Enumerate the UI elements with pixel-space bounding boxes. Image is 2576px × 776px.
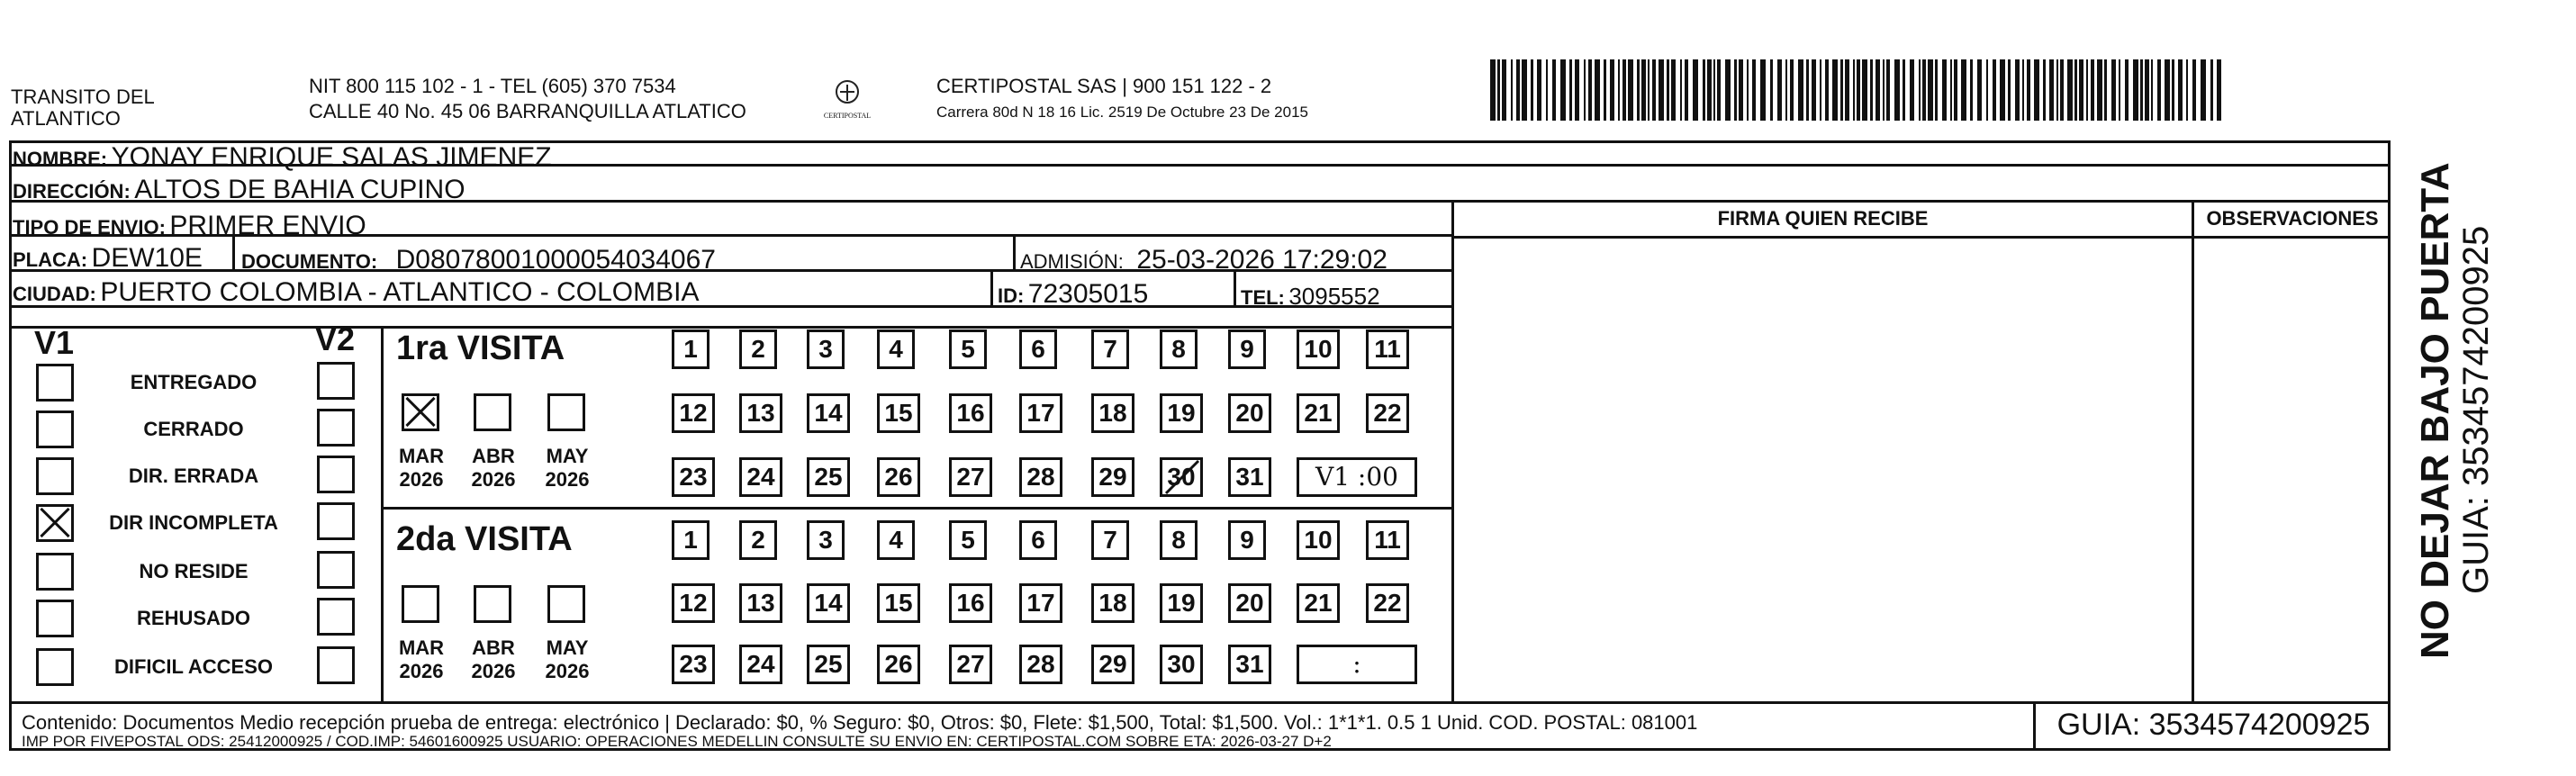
visit2-day-10[interactable]: 10	[1297, 520, 1340, 560]
barcode-bar	[2140, 59, 2143, 121]
barcode-bar	[2091, 59, 2094, 121]
v1-checkbox-1[interactable]	[36, 364, 74, 402]
firma-header: FIRMA QUIEN RECIBE	[1717, 207, 1929, 230]
visit1-day-29[interactable]: 29	[1091, 457, 1134, 497]
tipo-envio-value: PRIMER ENVIO	[169, 211, 366, 240]
visit2-month-checkbox-may[interactable]	[547, 585, 585, 623]
v1-checkbox-6[interactable]	[36, 600, 74, 637]
address-line: CALLE 40 No. 45 06 BARRANQUILLA ATLATICO	[309, 100, 746, 122]
visit2-day-3[interactable]: 3	[807, 520, 845, 560]
barcode-bar	[2056, 59, 2058, 121]
visit1-day-8[interactable]: 8	[1160, 329, 1198, 369]
admision-label: ADMISIÓN:	[1020, 250, 1124, 273]
status-label: ENTREGADO	[130, 371, 258, 393]
barcode-bar	[2043, 59, 2046, 121]
barcode-bar	[2104, 59, 2107, 121]
barcode-bar	[1857, 59, 1860, 121]
visit1-title: 1ra VISITA	[396, 329, 565, 367]
barcode-bar	[1652, 59, 1656, 121]
signature-area[interactable]	[1454, 239, 2192, 701]
barcode-bar	[1641, 59, 1646, 121]
barcode-bar	[1954, 59, 1957, 121]
barcode-bar	[1584, 59, 1586, 121]
barcode-bar	[1546, 59, 1548, 121]
divider	[1013, 236, 1016, 271]
visit2-day-16[interactable]: 16	[949, 583, 992, 623]
visit2-title: 2da VISITA	[396, 520, 573, 558]
barcode-bar	[1637, 59, 1640, 121]
month-name: MAY	[546, 636, 589, 659]
visit1-day-17[interactable]: 17	[1019, 393, 1062, 433]
certipostal-logo	[815, 76, 880, 130]
divider	[1234, 271, 1236, 307]
barcode-bar	[1595, 59, 1600, 121]
barcode-bar	[2178, 59, 2183, 121]
barcode-bar	[1685, 59, 1688, 121]
status-label: DIR INCOMPLETA	[109, 511, 278, 534]
visit2-day-2[interactable]: 2	[739, 520, 777, 560]
barcode-bar	[1560, 59, 1566, 121]
day-mark-icon	[1162, 457, 1202, 497]
v2-checkbox-4[interactable]	[317, 502, 355, 540]
logo-text: CERTIPOSTAL	[823, 112, 872, 120]
month-name: MAR	[398, 445, 445, 467]
barcode-bar	[2079, 59, 2083, 121]
visit2-day-26[interactable]: 26	[877, 645, 920, 684]
barcode-bar	[1516, 59, 1520, 121]
month-name: ABR	[472, 445, 515, 467]
barcode-bar	[1770, 59, 1773, 121]
v1-checkbox-5[interactable]	[36, 553, 74, 591]
admision-value: 25-03-2026 17:29:02	[1136, 245, 1387, 275]
barcode-bar	[1713, 59, 1715, 121]
courier-info	[936, 76, 1308, 122]
barcode-bar	[1986, 59, 1988, 121]
visit1-day-11[interactable]: 11	[1366, 329, 1409, 369]
visit2-day-13[interactable]: 13	[739, 583, 782, 623]
month-year: 2026	[471, 468, 516, 491]
barcode-bar	[1671, 59, 1676, 121]
license-line: Carrera 80d N 18 16 Lic. 2519 De Octubre 23 De 2015	[936, 104, 1308, 121]
barcode-bar	[1919, 59, 1921, 121]
v2-checkbox-7[interactable]	[317, 646, 355, 684]
documento-value: D08078001000054034067	[395, 245, 716, 275]
visit1-day-30[interactable]: 30	[1160, 457, 1203, 497]
tipo-envio-row	[13, 211, 366, 241]
v2-checkbox-5[interactable]	[317, 551, 355, 589]
visit2-day-22[interactable]: 22	[1366, 583, 1409, 623]
barcode-bar	[1886, 59, 1890, 121]
barcode-bar	[1760, 59, 1766, 121]
barcode-bar	[1734, 59, 1737, 121]
visit1-day-9[interactable]: 9	[1228, 329, 1266, 369]
visit2-day-25[interactable]: 25	[807, 645, 850, 684]
v1-checkbox-7[interactable]	[36, 648, 74, 686]
visit1-day-5[interactable]: 5	[949, 329, 987, 369]
barcode-bar	[2067, 59, 2073, 121]
barcode-bar	[1806, 59, 1809, 121]
barcode-bar	[1511, 59, 1513, 121]
barcode-bar	[1747, 59, 1749, 121]
v2-checkbox-3[interactable]	[317, 456, 355, 493]
visit1-month-label	[540, 445, 594, 492]
status-label: REHUSADO	[137, 607, 250, 629]
barcode-bar	[1628, 59, 1633, 121]
barcode-bar	[1531, 59, 1533, 121]
barcode-bar	[2192, 59, 2196, 121]
direccion-row	[13, 175, 465, 205]
visit2-day-4[interactable]: 4	[877, 520, 915, 560]
ciudad-row	[13, 277, 699, 308]
barcode-bar	[1659, 59, 1664, 121]
barcode-bar	[1935, 59, 1938, 121]
status-label: CERRADO	[143, 418, 244, 440]
barcode-bar	[1840, 59, 1843, 121]
visit2-day-9[interactable]: 9	[1228, 520, 1266, 560]
barcode-bar	[1785, 59, 1787, 121]
visit1-month-checkbox-abr[interactable]	[474, 393, 511, 431]
barcode-bar	[1707, 59, 1712, 121]
visit1-day-28[interactable]: 28	[1019, 457, 1062, 497]
v2-checkbox-1[interactable]	[317, 362, 355, 400]
v1-checkbox-4[interactable]	[36, 504, 74, 542]
v1-checkbox-3[interactable]	[36, 457, 74, 495]
visit2-day-29[interactable]: 29	[1091, 645, 1134, 684]
visit2-day-15[interactable]: 15	[877, 583, 920, 623]
barcode-bar	[1703, 59, 1705, 121]
month-year: 2026	[545, 468, 590, 491]
barcode-bar	[1820, 59, 1821, 121]
barcode-bar	[1552, 59, 1556, 121]
org-contact	[309, 76, 746, 122]
barcode-bar	[1739, 59, 1743, 121]
visit2-day-5[interactable]: 5	[949, 520, 987, 560]
visit2-day-23[interactable]: 23	[672, 645, 715, 684]
tel-value: 3095552	[1288, 283, 1380, 310]
divider	[990, 271, 993, 307]
month-year: 2026	[471, 660, 516, 682]
barcode-bar	[1497, 59, 1500, 121]
visit2-month-checkbox-mar[interactable]	[402, 585, 439, 623]
admision-cell	[1020, 245, 1387, 275]
barcode-bar	[1876, 59, 1880, 121]
visit2-day-28[interactable]: 28	[1019, 645, 1062, 684]
nombre-label: NOMBRE:	[13, 148, 108, 170]
barcode-bar	[1961, 59, 1966, 121]
side-guia: GUIA: 3534574200925	[2456, 225, 2496, 594]
barcode-bar	[1680, 59, 1682, 121]
visit1-day-18[interactable]: 18	[1091, 393, 1134, 433]
observaciones-header: OBSERVACIONES	[2206, 207, 2379, 230]
v2-checkbox-6[interactable]	[317, 598, 355, 636]
visit1-month-label	[394, 445, 448, 492]
barcode-bar	[1622, 59, 1626, 121]
barcode-bar	[1502, 59, 1506, 121]
barcode-bar	[1604, 59, 1606, 121]
barcode-bar	[2119, 59, 2120, 121]
barcode-bar	[1588, 59, 1592, 121]
divider	[9, 326, 1453, 329]
barcode-bar	[1845, 59, 1849, 121]
barcode-bar	[1970, 59, 1973, 121]
barcode-bar	[2210, 59, 2213, 121]
ciudad-label: CIUDAD:	[13, 283, 96, 305]
month-name: ABR	[472, 636, 515, 659]
visit1-time-box[interactable]: V1 :00	[1297, 457, 1417, 497]
barcode-bar	[2111, 59, 2116, 121]
month-year: 2026	[545, 660, 590, 682]
barcode-bar	[1610, 59, 1614, 121]
org-name	[11, 86, 155, 130]
barcode-bar	[2165, 59, 2170, 121]
visit1-day-16[interactable]: 16	[949, 393, 992, 433]
barcode-bar	[1618, 59, 1620, 121]
barcode-bar	[1862, 59, 1867, 121]
visit2-day-1[interactable]: 1	[672, 520, 710, 560]
id-value: 72305015	[1027, 279, 1149, 309]
visit1-day-23[interactable]: 23	[672, 457, 715, 497]
visit1-day-2[interactable]: 2	[739, 329, 777, 369]
visit1-day-31[interactable]: 31	[1228, 457, 1271, 497]
barcode-bar	[2049, 59, 2054, 121]
visit1-day-7[interactable]: 7	[1091, 329, 1129, 369]
barcode-bar	[1950, 59, 1952, 121]
status-label: DIFICIL ACCESO	[113, 655, 273, 678]
direccion-value: ALTOS DE BAHIA CUPINO	[134, 175, 465, 204]
barcode-bar	[1993, 59, 1996, 121]
barcode-bar	[1922, 59, 1926, 121]
barcode-bar	[1812, 59, 1816, 121]
visit1-day-27[interactable]: 27	[949, 457, 992, 497]
no-dejar-warning: NO DEJAR BAJO PUERTA	[2413, 162, 2457, 659]
visit2-time-box[interactable]: :	[1297, 645, 1417, 684]
tel-label: TEL:	[1241, 286, 1285, 309]
barcode-bar	[2027, 59, 2030, 121]
visit1-day-21[interactable]: 21	[1297, 393, 1340, 433]
observations-area[interactable]	[2194, 239, 2391, 701]
divider	[381, 326, 384, 702]
barcode-bar	[1883, 59, 1885, 121]
id-cell	[998, 279, 1148, 310]
direccion-label: DIRECCIÓN:	[13, 180, 131, 203]
barcode-bar	[2125, 59, 2129, 121]
barcode-bar	[2172, 59, 2174, 121]
ciudad-value: PUERTO COLOMBIA - ATLANTICO - COLOMBIA	[100, 277, 700, 307]
visit2-day-19[interactable]: 19	[1160, 583, 1203, 623]
barcode-bar	[2086, 59, 2088, 121]
visit2-day-7[interactable]: 7	[1091, 520, 1129, 560]
footer-guia: GUIA: 3534574200925	[2056, 708, 2371, 742]
visit1-day-19[interactable]: 19	[1160, 393, 1203, 433]
barcode-bar	[1977, 59, 1982, 121]
barcode-bar	[2145, 59, 2149, 121]
courier-line: CERTIPOSTAL SAS | 900 151 122 - 2	[936, 75, 1272, 97]
barcode-bar	[2000, 59, 2005, 121]
barcode-bar	[1790, 59, 1794, 121]
documento-cell	[241, 245, 716, 275]
barcode-bar	[1693, 59, 1698, 121]
barcode-bar	[1928, 59, 1933, 121]
barcode-bar	[1648, 59, 1650, 121]
month-name: MAY	[546, 445, 589, 467]
visit2-day-24[interactable]: 24	[739, 645, 782, 684]
visit2-day-11[interactable]: 11	[1366, 520, 1409, 560]
placa-row	[13, 243, 203, 274]
barcode-bar	[2217, 59, 2221, 121]
visit1-day-10[interactable]: 10	[1297, 329, 1340, 369]
visit1-day-26[interactable]: 26	[877, 457, 920, 497]
month-name: MAR	[398, 636, 445, 659]
barcode-bar	[2186, 59, 2188, 121]
barcode-bar	[1903, 59, 1905, 121]
barcode-bar	[1894, 59, 1900, 121]
documento-label: DOCUMENTO:	[241, 250, 378, 273]
visit1-day-15[interactable]: 15	[877, 393, 920, 433]
visit1-month-label	[466, 445, 520, 492]
visit1-day-20[interactable]: 20	[1228, 393, 1271, 433]
org-line1: TRANSITO DEL	[11, 86, 155, 108]
barcode-bar	[1569, 59, 1572, 121]
barcode-bar	[1853, 59, 1855, 121]
barcode-bar	[2034, 59, 2039, 121]
status-label: NO RESIDE	[139, 560, 249, 582]
visit1-day-3[interactable]: 3	[807, 329, 845, 369]
barcode-bar	[2133, 59, 2138, 121]
visit2-month-label	[540, 636, 594, 683]
barcode-bar	[1575, 59, 1579, 121]
barcode-bar	[1870, 59, 1873, 121]
barcode-bar	[1777, 59, 1782, 121]
v1-checkbox-2[interactable]	[36, 411, 74, 448]
visit1-month-checkbox-may[interactable]	[547, 393, 585, 431]
barcode-bar	[1522, 59, 1527, 121]
visit2-day-21[interactable]: 21	[1297, 583, 1340, 623]
nombre-row	[13, 142, 552, 173]
visit1-day-13[interactable]: 13	[739, 393, 782, 433]
nit-line: NIT 800 115 102 - 1 - TEL (605) 370 7534	[309, 75, 676, 97]
placa-value: DEW10E	[91, 243, 203, 273]
barcode-bar	[2201, 59, 2206, 121]
tipo-envio-label: TIPO DE ENVIO:	[13, 216, 166, 239]
visit1-day-22[interactable]: 22	[1366, 393, 1409, 433]
month-year: 2026	[399, 468, 444, 491]
barcode-bar	[2022, 59, 2024, 121]
org-line2: ATLANTICO	[11, 107, 121, 130]
barcode-bar	[1798, 59, 1803, 121]
barcode-bar	[1725, 59, 1731, 121]
visit1-day-12[interactable]: 12	[672, 393, 715, 433]
divider	[2033, 701, 2036, 751]
barcode-bar	[1752, 59, 1756, 121]
barcode-bar	[2008, 59, 2011, 121]
visit2-month-label	[466, 636, 520, 683]
visit1-day-6[interactable]: 6	[1019, 329, 1057, 369]
barcode-bar	[2157, 59, 2161, 121]
status-label: DIR. ERRADA	[128, 465, 259, 487]
tel-cell	[1241, 283, 1380, 311]
visit2-month-label	[394, 636, 448, 683]
barcode-bar	[1667, 59, 1669, 121]
visit1-day-14[interactable]: 14	[807, 393, 850, 433]
visit1-day-4[interactable]: 4	[877, 329, 915, 369]
visit2-day-12[interactable]: 12	[672, 583, 715, 623]
visit2-day-30[interactable]: 30	[1160, 645, 1203, 684]
visit2-day-17[interactable]: 17	[1019, 583, 1062, 623]
placa-label: PLACA:	[13, 248, 88, 271]
barcode-bar	[2151, 59, 2153, 121]
visit2-day-31[interactable]: 31	[1228, 645, 1271, 684]
visit2-day-14[interactable]: 14	[807, 583, 850, 623]
barcode-bar	[1825, 59, 1829, 121]
visit1-month-checkbox-mar[interactable]	[402, 393, 439, 431]
barcode-bar	[2060, 59, 2064, 121]
barcode-bar	[2097, 59, 2102, 121]
barcode-bar	[1942, 59, 1947, 121]
v1-label: V1	[34, 324, 75, 361]
barcode-bar	[2074, 59, 2077, 121]
barcode-bar	[1717, 59, 1721, 121]
visit2-day-20[interactable]: 20	[1228, 583, 1271, 623]
nombre-value: YONAY ENRIQUE SALAS JIMENEZ	[111, 142, 552, 172]
visit2-day-8[interactable]: 8	[1160, 520, 1198, 560]
visit2-day-6[interactable]: 6	[1019, 520, 1057, 560]
contenido-text: Contenido: Documentos Medio recepción prueba de entrega: electrónico | Declarado: $0, % Seguro: $0, Otros: $0, Flete: $1,500, Total: $1,500. Vol.: 1*1*1. 0.5 1 Unid. COD. POSTAL: 081001	[22, 711, 1698, 734]
visit1-day-24[interactable]: 24	[739, 457, 782, 497]
barcode-bar	[1832, 59, 1838, 121]
month-year: 2026	[399, 660, 444, 682]
visit2-month-checkbox-abr[interactable]	[474, 585, 511, 623]
visit2-day-27[interactable]: 27	[949, 645, 992, 684]
id-label: ID:	[998, 284, 1025, 307]
v2-label: V2	[315, 320, 356, 357]
barcode	[1490, 59, 2221, 121]
barcode-bar	[1910, 59, 1914, 121]
barcode-bar	[2015, 59, 2020, 121]
visit1-day-1[interactable]: 1	[672, 329, 710, 369]
visit1-day-25[interactable]: 25	[807, 457, 850, 497]
visit2-day-18[interactable]: 18	[1091, 583, 1134, 623]
imp-line: IMP POR FIVEPOSTAL ODS: 25412000925 / COD.IMP: 54601600925 USUARIO: OPERACIONES MEDELLIN CONSULTE SU ENVIO EN: CERTIPOSTAL.COM SOBRE ETA: 2026-03-27 D+2	[22, 733, 1332, 750]
barcode-bar	[1490, 59, 1496, 121]
barcode-bar	[1537, 59, 1541, 121]
divider	[381, 507, 1452, 510]
v2-checkbox-2[interactable]	[317, 409, 355, 447]
